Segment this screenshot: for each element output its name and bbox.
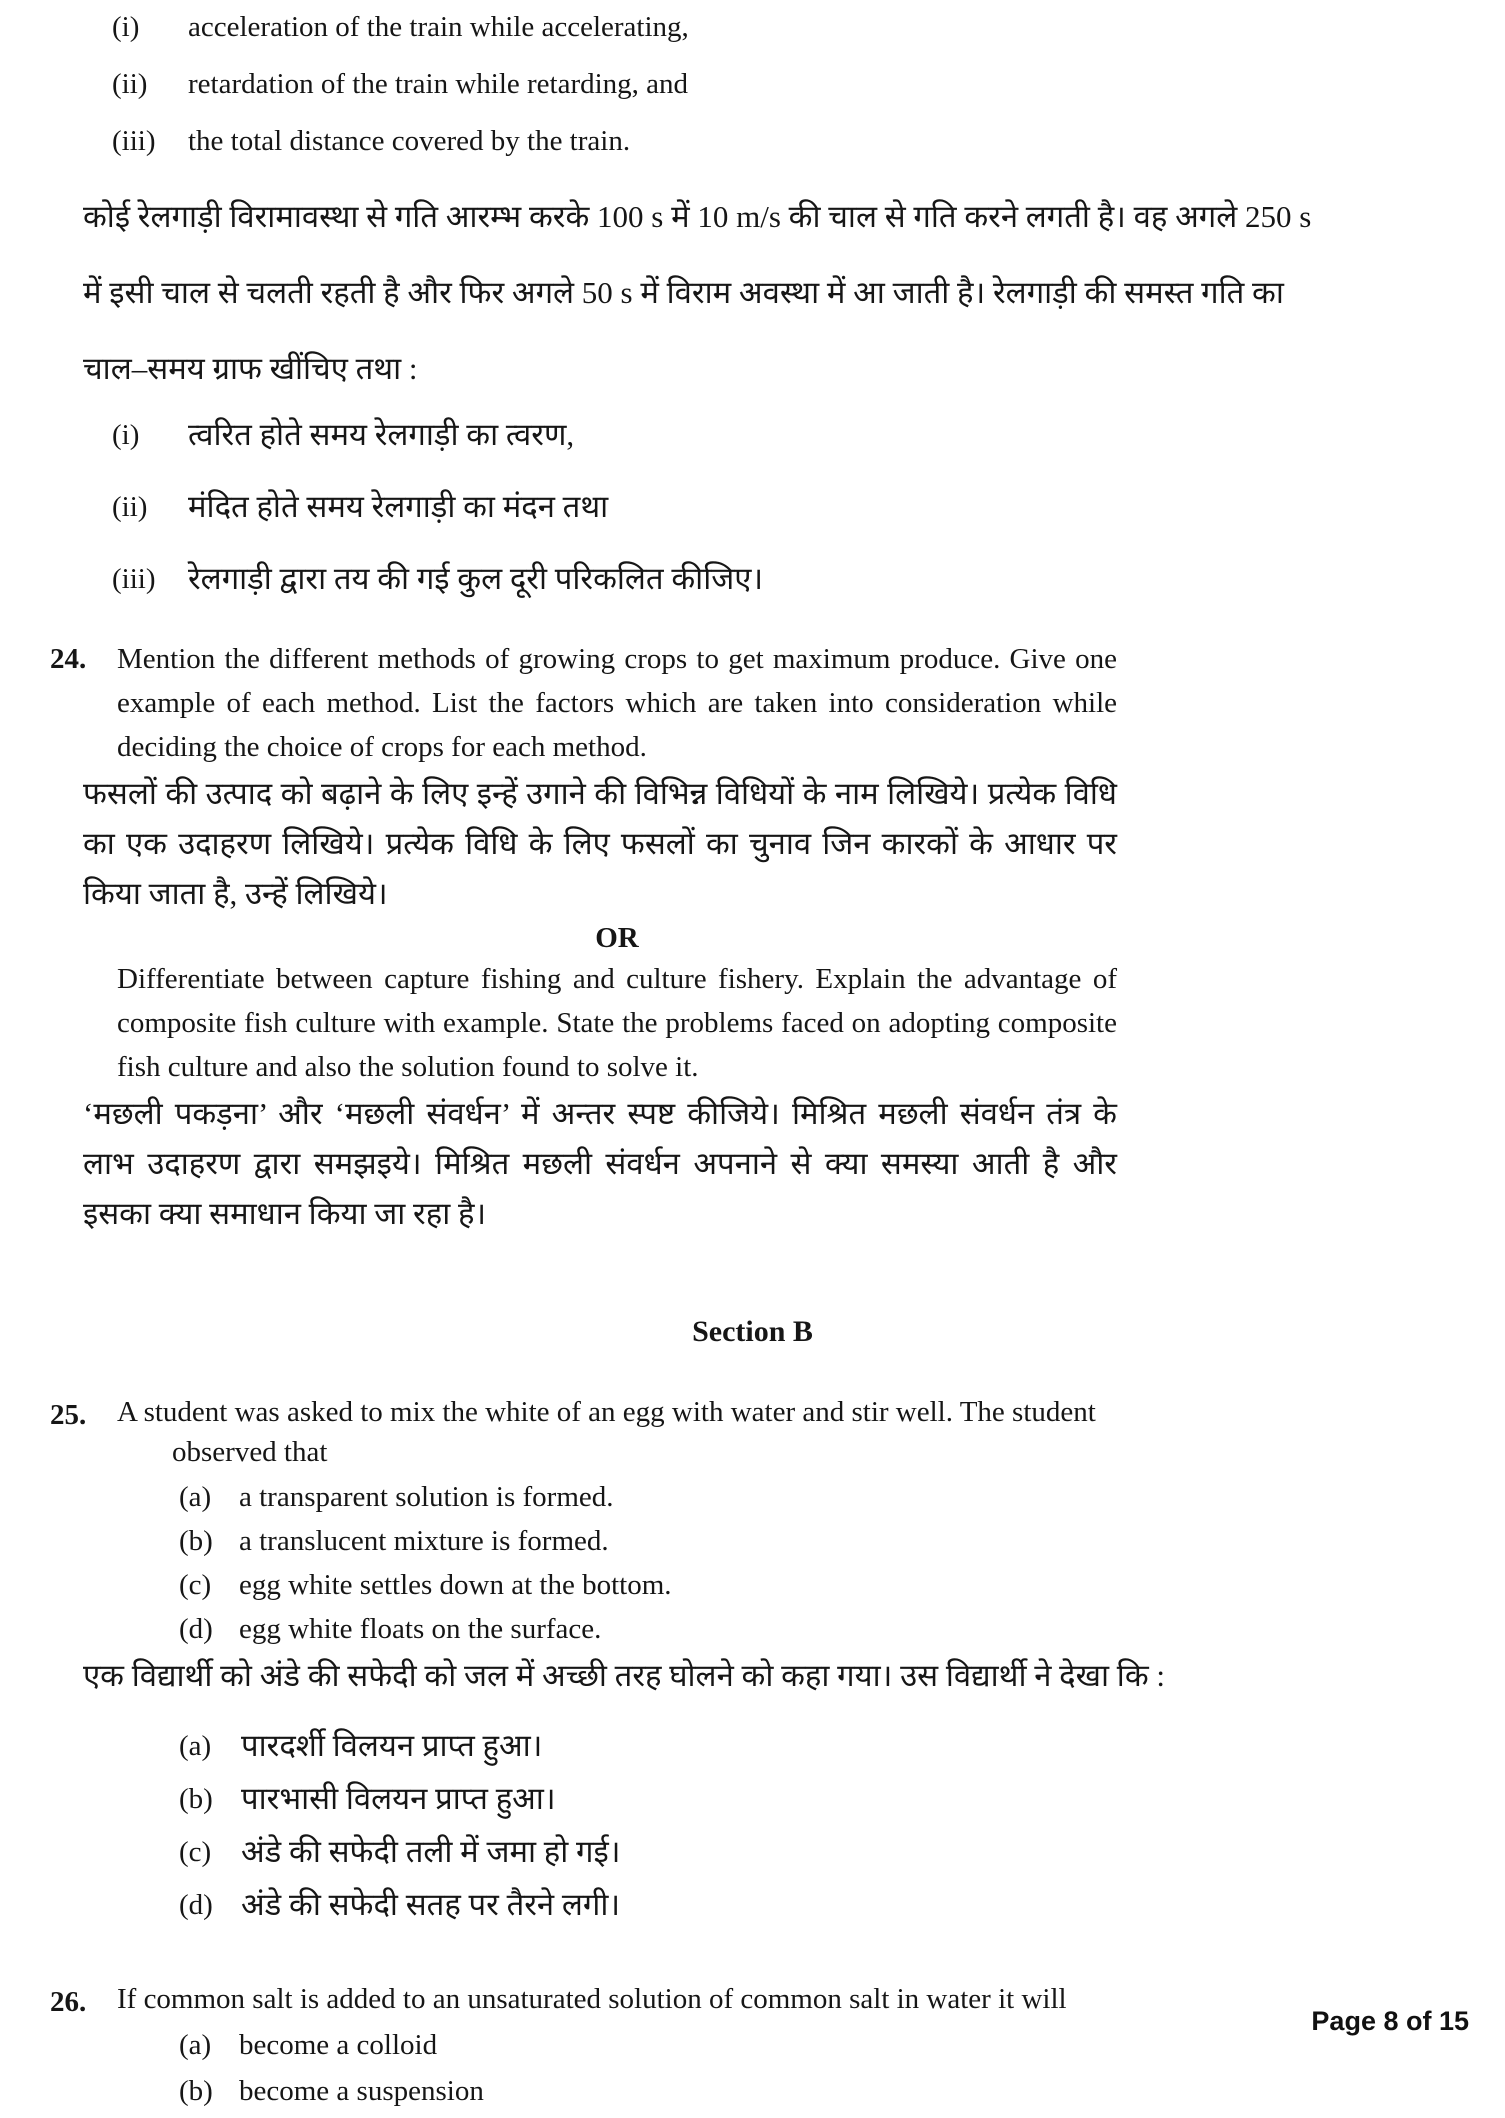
item-text: त्वरित होते समय रेलगाड़ी का त्वरण, xyxy=(188,417,575,452)
item-marker: (ii) xyxy=(112,68,148,100)
list-item xyxy=(112,122,1455,160)
option-text: अंडे की सफेदी सतह पर तैरने लगी। xyxy=(241,1887,621,1922)
item-text: acceleration of the train while accelerating, xyxy=(188,11,689,43)
question-24-or-text-hi: ‘मछली पकड़ना’ और ‘मछली संवर्धन’ में अन्तर स्पष्ट कीजिये। मिश्रित मछली संवर्धन तंत्र के लाभ उदाहरण द्वारा समझइये। मिश्रित मछली संवर्धन अपनाने से क्या समस्या आती है और इसका क्या समाधान किया जा रहा है। xyxy=(83,1096,1117,1231)
question-24-text-en: Mention the different methods of growing crops to get maximum produce. Give one example of each method. List the factors which are taken into consideration while deciding the choice of crops for each method. xyxy=(117,643,1117,763)
list-item xyxy=(112,557,1455,601)
paragraph-line: में इसी चाल से चलती रहती है और फिर अगले 50 s में विराम अवस्था में आ जाती है। रेलगाड़ी की समस्त गति का xyxy=(83,275,1284,310)
option-row xyxy=(179,1883,1117,1927)
item-text: रेलगाड़ी द्वारा तय की गई कुल दूरी परिकलित कीजिए। xyxy=(188,561,764,596)
option-marker: (a) xyxy=(179,1730,212,1762)
option-text: become a colloid xyxy=(239,2029,438,2061)
option-text: egg white floats on the surface. xyxy=(239,1613,602,1645)
option-marker: (a) xyxy=(179,2029,212,2061)
option-text: अंडे की सफेदी तली में जमा हो गई। xyxy=(241,1834,621,1869)
option-marker: (d) xyxy=(179,1613,213,1645)
question-26-text-en: If common salt is added to an unsaturated solution of common salt in water it will xyxy=(117,1983,1067,2015)
option-row xyxy=(179,2072,1117,2110)
question-body xyxy=(117,1980,1117,2118)
option-marker: (b) xyxy=(179,2075,213,2107)
question-body xyxy=(83,1393,1165,1936)
question-25-text-line2: observed that xyxy=(172,1436,328,1468)
question-number: 24. xyxy=(50,643,87,675)
item-text: retardation of the train while retarding, and xyxy=(188,68,689,100)
option-row xyxy=(179,1566,1117,1604)
item-text: the total distance covered by the train. xyxy=(188,125,631,157)
train-question-paragraph-hi xyxy=(83,179,1312,407)
item-text: मंदित होते समय रेलगाड़ी का मंदन तथा xyxy=(188,489,609,524)
paragraph-line: कोई रेलगाड़ी विरामावस्था से गति आरम्भ करके 100 s में 10 m/s की चाल से गति करने लगती है। वह अगले 250 s xyxy=(83,199,1312,234)
list-item xyxy=(112,485,1455,529)
item-marker: (iii) xyxy=(112,563,156,595)
train-question-items-en xyxy=(50,8,1455,160)
option-marker: (b) xyxy=(179,1783,213,1815)
option-row xyxy=(179,1610,1117,1648)
option-text: a transparent solution is formed. xyxy=(239,1481,614,1513)
question-number: 26. xyxy=(50,1986,87,2018)
question-24-text-hi: फसलों की उत्पाद को बढ़ाने के लिए इन्हें उगाने की विभिन्न विधियों के नाम लिखिये। प्रत्येक विधि का एक उदाहरण लिखिये। प्रत्येक विधि के लिए फसलों का चुनाव जिन कारकों के आधार पर किया जाता है, उन्हें लिखिये। xyxy=(83,776,1117,911)
or-separator: OR xyxy=(595,922,639,954)
option-text: पारदर्शी विलयन प्राप्त हुआ। xyxy=(241,1728,543,1763)
option-marker: (c) xyxy=(179,1569,212,1601)
question-25-text-line1: A student was asked to mix the white of an egg with water and stir well. The student xyxy=(117,1396,1096,1428)
item-marker: (i) xyxy=(112,419,140,451)
question-25 xyxy=(50,1393,1455,1936)
option-marker: (a) xyxy=(179,1481,212,1513)
page-number: Page 8 of 15 xyxy=(1311,2006,1469,2036)
train-question-items-hi xyxy=(50,413,1455,601)
section-b-heading: Section B xyxy=(692,1315,813,1348)
option-text: पारभासी विलयन प्राप्त हुआ। xyxy=(241,1781,556,1816)
question-25-options-en xyxy=(117,1478,1117,1648)
option-row xyxy=(179,2026,1117,2064)
paragraph-line: चाल–समय ग्राफ खींचिए तथा : xyxy=(83,351,418,386)
option-text: a translucent mixture is formed. xyxy=(239,1525,609,1557)
question-26 xyxy=(50,1980,1455,2118)
question-24-or-text-en: Differentiate between capture fishing and culture fishery. Explain the advantage of composite fish culture with example. State the problems faced on adopting composite fish culture and also the solution found to solve it. xyxy=(117,963,1117,1083)
option-marker: (d) xyxy=(179,1889,213,1921)
item-marker: (i) xyxy=(112,11,140,43)
list-item xyxy=(112,8,1455,46)
option-text: egg white settles down at the bottom. xyxy=(239,1569,672,1601)
list-item xyxy=(112,65,1455,103)
question-26-options-en xyxy=(117,2026,1117,2110)
option-row xyxy=(179,1478,1117,1516)
option-row xyxy=(179,1830,1117,1874)
list-item xyxy=(112,413,1455,457)
question-25-options-hi xyxy=(117,1724,1117,1927)
question-number: 25. xyxy=(50,1399,87,1431)
question-body xyxy=(83,637,1117,1239)
item-marker: (ii) xyxy=(112,491,148,523)
option-marker: (c) xyxy=(179,1836,212,1868)
question-25-text-hi: एक विद्यार्थी को अंडे की सफेदी को जल में अच्छी तरह घोलने को कहा गया। उस विद्यार्थी ने देखा कि : xyxy=(83,1658,1165,1693)
option-row xyxy=(179,1724,1117,1768)
question-24 xyxy=(50,637,1455,1239)
option-text: become a suspension xyxy=(239,2075,484,2107)
option-row xyxy=(179,1777,1117,1821)
option-row xyxy=(179,1522,1117,1560)
item-marker: (iii) xyxy=(112,125,156,157)
option-marker: (b) xyxy=(179,1525,213,1557)
